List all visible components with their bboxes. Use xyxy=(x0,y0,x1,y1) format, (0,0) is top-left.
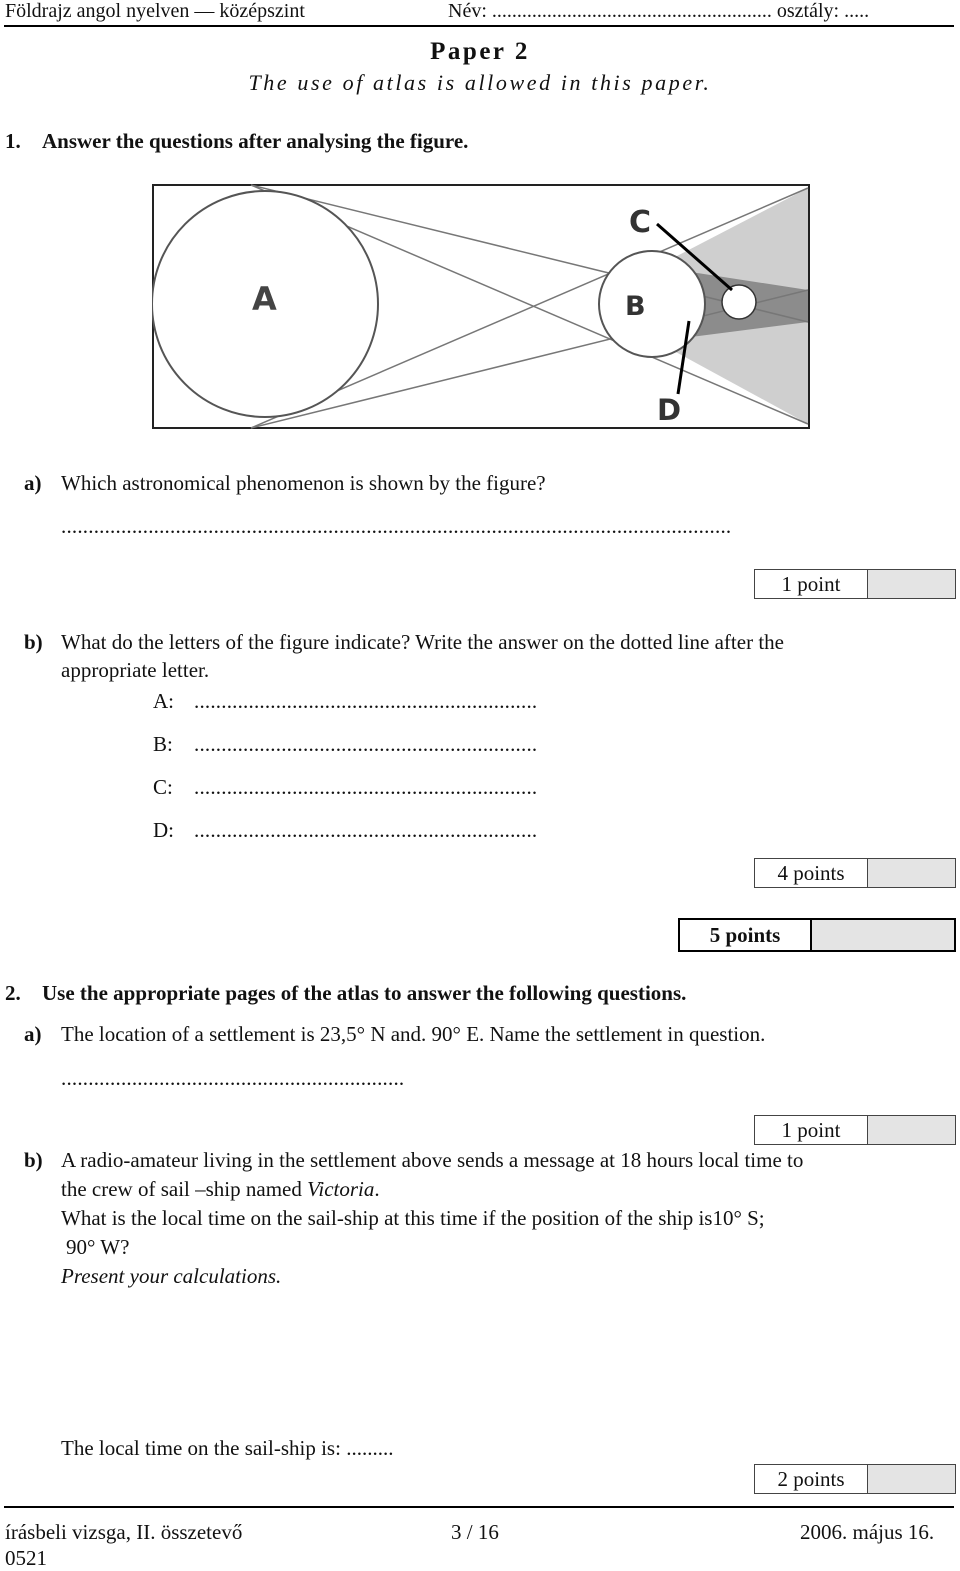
figure-label-d: D xyxy=(657,393,682,427)
q2b-result-line[interactable]: The local time on the sail-ship is: ......... xyxy=(61,1436,394,1460)
header-rule xyxy=(4,25,954,27)
q1a-answer-line[interactable]: ........................................................................................................................... xyxy=(61,514,732,538)
q1b-marker: b) xyxy=(24,630,43,654)
q2a-question: The location of a settlement is 23,5° N and. 90° E. Name the settlement in question. xyxy=(61,1022,766,1046)
q2b-line2-prefix: the crew of sail –ship named xyxy=(61,1177,308,1201)
q2a-answer-line[interactable]: ............................................................... xyxy=(61,1066,405,1090)
page-title: Paper 2 xyxy=(430,38,530,65)
figure-label-c: C xyxy=(629,205,652,240)
q1-total-score-field[interactable] xyxy=(812,920,954,950)
answer-line-c[interactable]: ............................................................... xyxy=(194,775,538,799)
q1-total-score-box xyxy=(678,918,956,952)
answer-label-c: C: xyxy=(153,775,173,799)
footer-page-number: 3 / 16 xyxy=(451,1520,499,1544)
q2b-line2 xyxy=(61,1177,380,1202)
answer-label-a: A: xyxy=(153,689,174,713)
q2-heading: Use the appropriate pages of the atlas to answer the following questions. xyxy=(42,981,687,1005)
q1b-question-line1: What do the letters of the figure indicate? Write the answer on the dotted line after the xyxy=(61,630,784,654)
answer-label-d: D: xyxy=(153,818,174,842)
q2b-line1: A radio-amateur living in the settlement above sends a message at 18 hours local time to xyxy=(61,1148,804,1172)
q1-total-points: 5 points xyxy=(680,920,812,950)
figure-label-a: A xyxy=(252,280,277,318)
q2a-score-box xyxy=(754,1115,956,1145)
q2b-line4: 90° W? xyxy=(66,1235,130,1259)
header-left: Földrajz angol nyelven — középszint xyxy=(5,0,305,22)
answer-line-d[interactable]: ............................................................... xyxy=(194,818,538,842)
page-subtitle: The use of atlas is allowed in this paper. xyxy=(248,70,712,95)
q1b-score-box xyxy=(754,858,956,888)
ship-name: Victoria xyxy=(307,1177,375,1201)
q1-number: 1. xyxy=(5,129,21,153)
q1a-points: 1 point xyxy=(755,570,868,598)
q2b-points: 2 points xyxy=(755,1465,868,1493)
answer-line-b[interactable]: ............................................................... xyxy=(194,732,538,756)
q2b-score-field[interactable] xyxy=(868,1465,955,1493)
q2b-score-box xyxy=(754,1464,956,1494)
q2b-line2-suffix: . xyxy=(374,1177,380,1201)
eclipse-figure xyxy=(152,184,810,429)
q2b-instruction: Present your calculations. xyxy=(61,1264,282,1288)
q1b-score-field[interactable] xyxy=(868,859,955,887)
q2a-marker: a) xyxy=(24,1022,42,1046)
header-right: Név: ........................................................ osztály: ..... xyxy=(448,0,870,22)
q1a-marker: a) xyxy=(24,471,42,495)
answer-line-a[interactable]: ............................................................... xyxy=(194,689,538,713)
q1b-points: 4 points xyxy=(755,859,868,887)
q2-number: 2. xyxy=(5,981,21,1005)
q2b-marker: b) xyxy=(24,1148,43,1172)
footer-date: 2006. május 16. xyxy=(800,1520,935,1544)
figure-label-b: B xyxy=(625,291,646,322)
q1-heading: Answer the questions after analysing the figure. xyxy=(42,129,469,153)
q2a-score-field[interactable] xyxy=(868,1116,955,1144)
answer-label-b: B: xyxy=(153,732,173,756)
footer-left: írásbeli vizsga, II. összetevő xyxy=(5,1520,243,1544)
q1a-score-field[interactable] xyxy=(868,570,955,598)
q2b-line3: What is the local time on the sail-ship at this time if the position of the ship is10° S; xyxy=(61,1206,765,1230)
footer-rule xyxy=(4,1506,954,1508)
q1a-score-box xyxy=(754,569,956,599)
q2a-points: 1 point xyxy=(755,1116,868,1144)
q1b-question-line2: appropriate letter. xyxy=(61,658,210,682)
q1a-question: Which astronomical phenomenon is shown by the figure? xyxy=(61,471,546,495)
footer-code: 0521 xyxy=(5,1546,47,1570)
